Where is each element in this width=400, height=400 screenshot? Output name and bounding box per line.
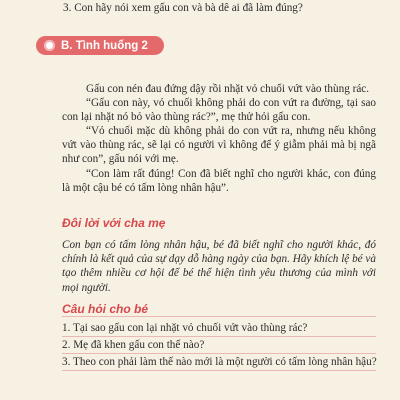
- story-paragraph-1: Gấu con nén đau đứng dậy rồi nhặt vỏ chuối vứt vào thùng rác.: [86, 83, 370, 95]
- question-1: 1. Tại sao gấu con lại nhặt vỏ chuối vứt vào thùng rác?: [62, 322, 308, 334]
- question-divider: [62, 336, 376, 337]
- section-banner: [36, 36, 164, 55]
- questions-divider: [62, 316, 376, 317]
- parents-heading: Đôi lời với cha mẹ: [62, 216, 166, 230]
- section-banner-label: B. Tình huống 2: [61, 39, 148, 52]
- parents-note: Con bạn có tấm lòng nhân hậu, bé đã biết nghĩ cho người khác, đó chính là kết quả của sự dạy dỗ hàng ngày của bạn. Hãy khích lệ bé và tạo thêm nhiều cơ hội để bé thể hiện tình yêu thương của mình với mọi người.: [62, 239, 376, 294]
- previous-question-3: 3. Con hãy nói xem gấu con và bà dê ai đã làm đúng?: [63, 2, 303, 14]
- question-divider: [62, 353, 376, 354]
- question-3: 3. Theo con phải làm thế nào mới là một người có tấm lòng nhân hậu?: [62, 356, 377, 368]
- story-paragraph-3: “Vỏ chuối mặc dù không phải do con vứt ra, nhưng nếu không vứt vào thùng rác, sẽ lại có người vì không để ý giẫm phải mà bị ngã như con”, gấu nói với mẹ.: [62, 125, 376, 166]
- story-paragraph-2: “Gấu con này, vỏ chuối không phải do con vứt ra đường, tại sao con lại nhặt nó bỏ vào thùng rác?”, mẹ thử hỏi gấu con.: [62, 97, 376, 124]
- question-divider: [62, 370, 376, 371]
- questions-heading: Câu hỏi cho bé: [62, 302, 149, 316]
- question-2: 2. Mẹ đã khen gấu con thế nào?: [62, 339, 205, 351]
- story-paragraph-4: “Con làm rất đúng! Con đã biết nghĩ cho người khác, con đúng là một cậu bé có tấm lòng nhân hậu”.: [62, 168, 376, 195]
- bullet-circle-icon: [44, 40, 55, 51]
